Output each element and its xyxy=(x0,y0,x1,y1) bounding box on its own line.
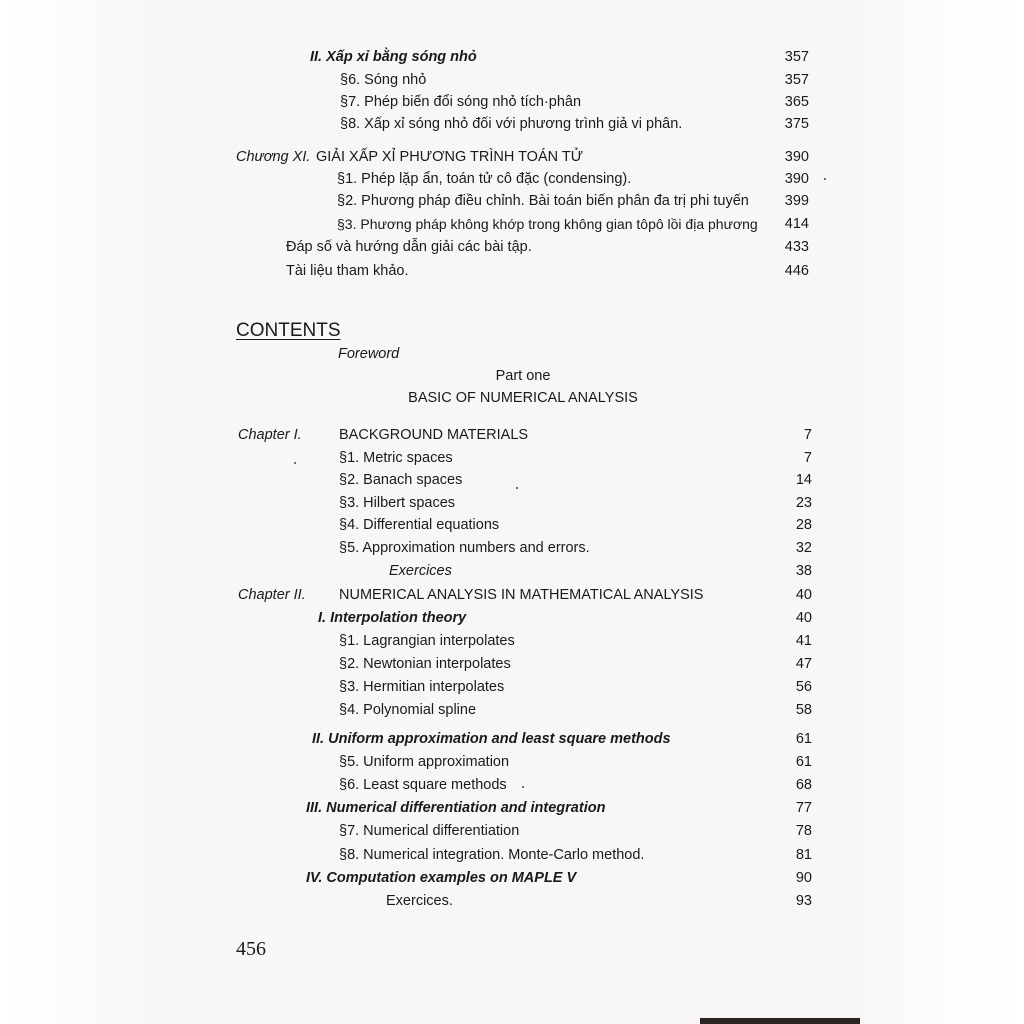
toc-page-number: 23 xyxy=(795,495,812,511)
toc-exercises-label: Exercices xyxy=(389,563,452,579)
toc-page-number: 357 xyxy=(784,49,809,65)
toc-section-title: IV. Computation examples on MAPLE V xyxy=(306,870,577,886)
toc-item-title: §5. Approximation numbers and errors. xyxy=(339,540,590,556)
toc-item-title: §6. Sóng nhỏ xyxy=(340,72,427,88)
toc-page-number: 56 xyxy=(795,679,812,695)
toc-entry xyxy=(0,213,1024,235)
toc-item-title: §3. Hermitian interpolates xyxy=(339,679,505,695)
toc-chapter-title: GIẢI XẤP XỈ PHƯƠNG TRÌNH TOÁN TỬ xyxy=(316,149,584,165)
toc-section-title: I. Interpolation theory xyxy=(318,610,467,626)
toc-page-number: 93 xyxy=(795,893,812,909)
toc-entry xyxy=(0,69,1024,91)
toc-entry xyxy=(0,343,1024,365)
toc-chapter-title: NUMERICAL ANALYSIS IN MATHEMATICAL ANALYSIS xyxy=(339,587,704,603)
toc-entry xyxy=(0,699,1024,721)
toc-page-number: 40 xyxy=(795,587,812,603)
toc-item-title: §4. Differential equations xyxy=(339,517,500,533)
toc-page-number: 433 xyxy=(784,239,809,255)
toc-page-number: 77 xyxy=(795,800,812,816)
toc-page-number: 81 xyxy=(795,847,812,863)
toc-entry xyxy=(0,676,1024,698)
toc-section-title: II. Xấp xỉ bằng sóng nhỏ xyxy=(310,49,477,65)
toc-entry xyxy=(0,447,1024,469)
foreword-label: Foreword xyxy=(338,346,400,362)
toc-item-title: Tài liệu tham khảo. xyxy=(286,263,409,279)
toc-item-title: §2. Newtonian interpolates xyxy=(339,656,511,672)
toc-page-number: 446 xyxy=(784,263,809,279)
toc-chapter-title: BACKGROUND MATERIALS xyxy=(339,427,529,443)
toc-entry xyxy=(0,844,1024,866)
part-label: Part one xyxy=(495,368,551,384)
toc-page-number: 28 xyxy=(795,517,812,533)
scan-edge-shadow xyxy=(700,1018,860,1024)
toc-page-number: 365 xyxy=(784,94,809,110)
toc-page-number: 58 xyxy=(795,702,812,718)
toc-page-number: 357 xyxy=(784,72,809,88)
toc-entry xyxy=(0,113,1024,135)
toc-chapter-label: Chapter I. xyxy=(238,427,302,443)
toc-item-title: §8. Xấp xỉ sóng nhỏ đối với phương trình giả vi phân. xyxy=(340,116,683,132)
toc-entry xyxy=(0,607,1024,629)
toc-page-number: 390 xyxy=(784,171,809,187)
toc-page-number: 38 xyxy=(795,563,812,579)
toc-entry xyxy=(0,91,1024,113)
toc-entry xyxy=(0,774,1024,796)
toc-page-number: 14 xyxy=(795,472,812,488)
toc-item-title: §2. Banach spaces xyxy=(339,472,463,488)
toc-page-number: 7 xyxy=(803,427,812,443)
toc-page-number: 32 xyxy=(795,540,812,556)
toc-chapter-label: Chapter II. xyxy=(238,587,306,603)
toc-entry xyxy=(0,260,1024,282)
toc-entry xyxy=(0,867,1024,889)
toc-page-number: 61 xyxy=(795,754,812,770)
toc-entry xyxy=(0,190,1024,212)
toc-item-title: §3. Hilbert spaces xyxy=(339,495,456,511)
toc-item-title: §3. Phương pháp không khớp trong không gian tôpô lồi địa phương xyxy=(337,216,758,232)
toc-page-number: 47 xyxy=(795,656,812,672)
toc-page-number: 61 xyxy=(795,731,812,747)
contents-heading: CONTENTS xyxy=(236,320,341,341)
toc-page-number: 399 xyxy=(784,193,809,209)
toc-entry xyxy=(0,751,1024,773)
scan-speck xyxy=(824,178,826,180)
toc-entry xyxy=(0,653,1024,675)
toc-item-title: §1. Phép lặp ẩn, toán tử cô đặc (condensing). xyxy=(337,171,632,187)
toc-section-title: II. Uniform approximation and least square methods xyxy=(312,731,671,747)
toc-entry xyxy=(0,236,1024,258)
toc-entry xyxy=(0,797,1024,819)
toc-page-number: 41 xyxy=(795,633,812,649)
toc-entry xyxy=(0,492,1024,514)
toc-page-number: 414 xyxy=(784,216,809,232)
toc-entry xyxy=(0,630,1024,652)
toc-page-number: 375 xyxy=(784,116,809,132)
toc-page-number: 7 xyxy=(803,450,812,466)
toc-item-title: §1. Lagrangian interpolates xyxy=(339,633,515,649)
toc-entry xyxy=(0,537,1024,559)
toc-item-title: §7. Numerical differentiation xyxy=(339,823,520,839)
toc-entry xyxy=(0,560,1024,582)
toc-entry xyxy=(0,514,1024,536)
toc-page-number: 390 xyxy=(784,149,809,165)
toc-item-title: §8. Numerical integration. Monte-Carlo method. xyxy=(339,847,645,863)
toc-entry xyxy=(0,890,1024,912)
toc-entry xyxy=(0,469,1024,491)
toc-item-title: §6. Least square methods xyxy=(339,777,507,793)
toc-entry xyxy=(0,46,1024,68)
toc-page-number: 40 xyxy=(795,610,812,626)
toc-item-title: §1. Metric spaces xyxy=(339,450,453,466)
toc-item-title: §7. Phép biến đổi sóng nhỏ tích·phân xyxy=(340,94,582,110)
toc-chapter-label: Chương XI. xyxy=(236,149,311,165)
toc-section-title: III. Numerical differentiation and integration xyxy=(306,800,606,816)
scan-speck xyxy=(522,786,524,788)
toc-chapter-entry xyxy=(0,424,1024,446)
toc-item-title: §2. Phương pháp điều chỉnh. Bài toán biến phân đa trị phi tuyến xyxy=(337,193,749,209)
toc-entry xyxy=(0,168,1024,190)
part-title: BASIC OF NUMERICAL ANALYSIS xyxy=(408,390,638,406)
scan-speck xyxy=(294,462,296,464)
toc-item-title: §4. Polynomial spline xyxy=(339,702,477,718)
toc-exercises-label: Exercices. xyxy=(386,893,453,909)
toc-page-number: 68 xyxy=(795,777,812,793)
toc-chapter-entry xyxy=(0,584,1024,606)
toc-page-number: 90 xyxy=(795,870,812,886)
toc-item-title: §5. Uniform approximation xyxy=(339,754,510,770)
scan-speck xyxy=(516,487,518,489)
toc-item-title: Đáp số và hướng dẫn giải các bài tập. xyxy=(286,239,532,255)
toc-chapter-entry xyxy=(0,146,1024,168)
page-number: 456 xyxy=(236,938,266,960)
toc-entry xyxy=(0,728,1024,750)
toc-entry xyxy=(0,820,1024,842)
toc-page-number: 78 xyxy=(795,823,812,839)
